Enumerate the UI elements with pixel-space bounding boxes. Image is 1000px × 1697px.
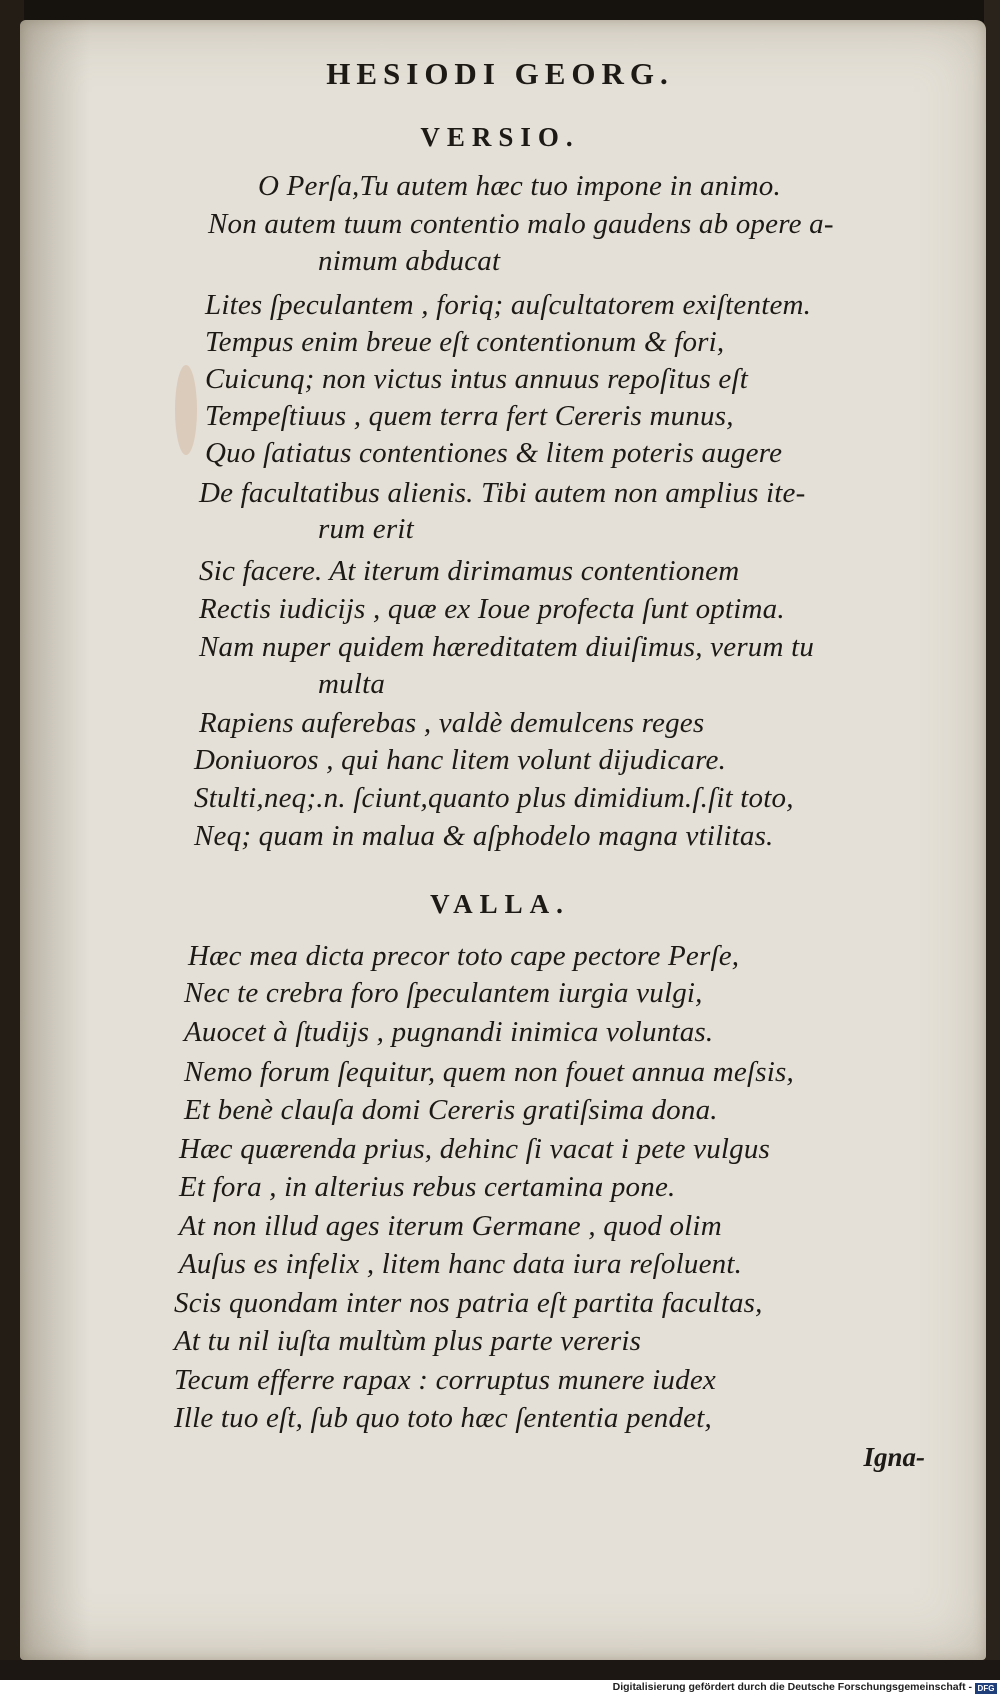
versio-line: Doniuoros , qui hanc litem volunt dijudicare.	[194, 744, 727, 776]
versio-line: Neq; quam in malua & aſphodelo magna vtilitas.	[194, 820, 774, 852]
versio-line: Lites ſpeculantem , foriq; auſcultatorem exiſtentem.	[205, 289, 812, 321]
valla-line: Et benè clauſa domi Cereris gratiſsima dona.	[184, 1094, 718, 1126]
valla-line: Tecum efferre rapax : corruptus munere iudex	[174, 1364, 716, 1396]
versio-line: multa	[318, 668, 386, 700]
versio-line: Tempeſtiuus , quem terra fert Cereris munus,	[205, 400, 734, 432]
dfg-logo: DFG	[975, 1683, 997, 1694]
scan-background-right	[984, 0, 1000, 1660]
versio-line: Tempus enim breue eſt contentionum & fori,	[205, 326, 725, 358]
valla-line: Ille tuo eſt, ſub quo toto hæc ſententia pendet,	[174, 1402, 712, 1434]
running-head: HESIODI GEORG.	[326, 56, 674, 91]
valla-line: Scis quondam inter nos patria eſt partita facultas,	[174, 1287, 763, 1319]
catchword: Igna-	[863, 1442, 925, 1472]
valla-line: Et fora , in alterius rebus certamina pone.	[179, 1171, 676, 1203]
versio-line: Non autem tuum contentio malo gaudens ab opere a-	[208, 208, 834, 240]
versio-line: Rapiens auferebas , valdè demulcens reges	[199, 707, 705, 739]
versio-line: Quo ſatiatus contentiones & litem poteris augere	[205, 437, 783, 469]
versio-line: Cuicunq; non victus intus annuus repoſitus eſt	[205, 363, 748, 395]
versio-line: nimum abducat	[318, 245, 501, 277]
valla-line: At non illud ages iterum Germane , quod olim	[179, 1210, 722, 1242]
valla-line: Auſus es infelix , litem hanc data iura reſoluent.	[179, 1248, 743, 1280]
versio-line: Rectis iudicijs , quæ ex Ioue profecta ſunt optima.	[199, 593, 785, 625]
valla-line: At tu nil iuſta multùm plus parte vereris	[174, 1325, 642, 1357]
valla-line: Nec te crebra foro ſpeculantem iurgia vulgi,	[184, 977, 703, 1009]
valla-line: Nemo forum ſequitur, quem non fouet annua meſsis,	[184, 1056, 794, 1088]
versio-line: Sic facere. At iterum dirimamus contentionem	[199, 555, 740, 587]
valla-line: Auocet à ſtudijs , pugnandi inimica voluntas.	[184, 1016, 714, 1048]
footer-credit: Digitalisierung gefördert durch die Deutsche Forschungsgemeinschaft -	[612, 1681, 972, 1693]
valla-line: Hæc mea dicta precor toto cape pectore Perſe,	[188, 940, 740, 972]
valla-line: Hæc quærenda prius, dehinc ſi vacat i pete vulgus	[179, 1133, 771, 1165]
versio-line: Stulti,neq;.n. ſciunt,quanto plus dimidium.ſ.ſit toto,	[194, 782, 794, 814]
section-title-versio: VERSIO.	[420, 122, 580, 152]
versio-line: rum erit	[318, 513, 414, 545]
versio-line: De facultatibus alienis. Tibi autem non amplius ite-	[199, 477, 806, 509]
versio-line: O Perſa,Tu autem hæc tuo impone in animo.	[258, 170, 781, 202]
paper-stain	[175, 365, 197, 455]
scan-background-top	[0, 0, 1000, 22]
versio-line: Nam nuper quidem hæreditatem diuiſimus, verum tu	[199, 631, 815, 663]
section-title-valla: VALLA.	[430, 889, 570, 919]
